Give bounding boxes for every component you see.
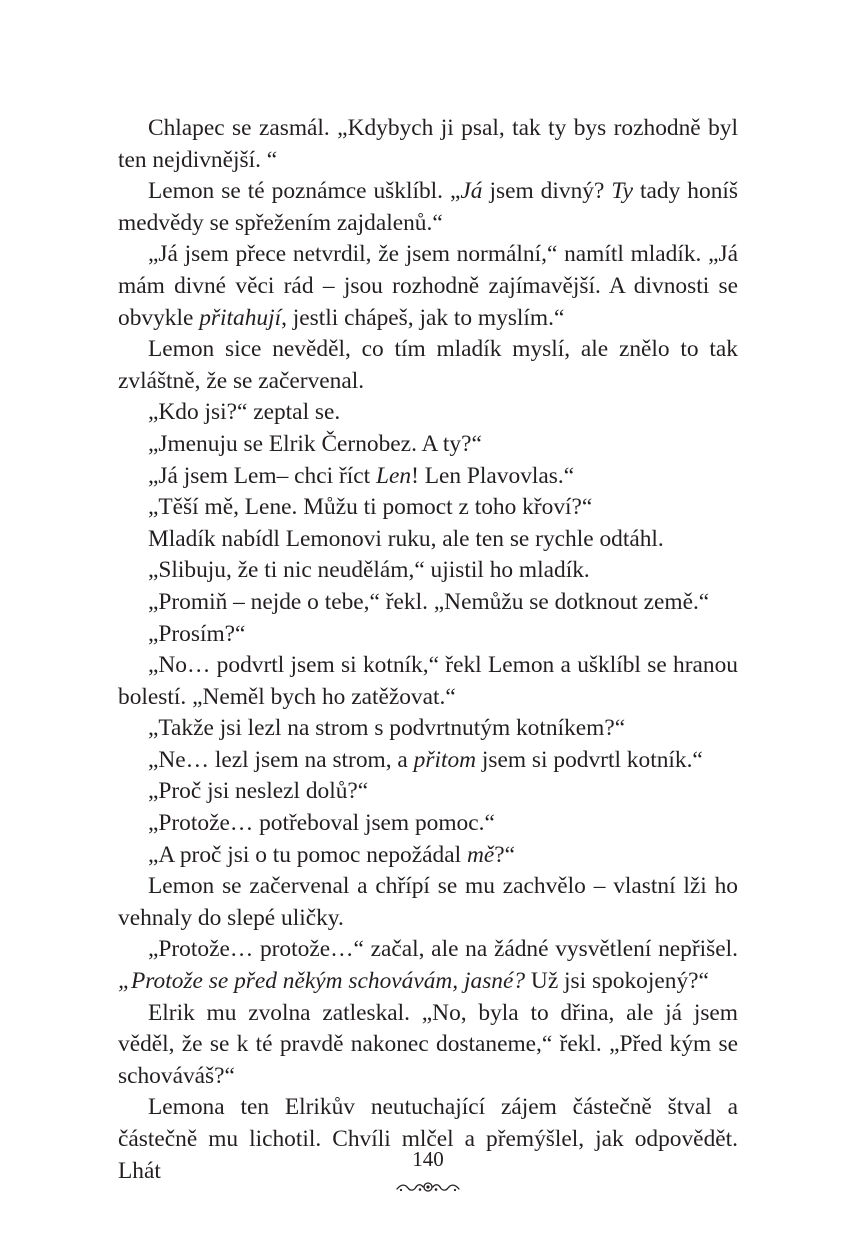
text-run: „Kdo jsi?“ zeptal se. [148,399,341,426]
paragraph [118,934,738,997]
text-run: Lemon sice nevěděl, co tím mladík myslí, ale znělo to tak zvláštně, že se začervenal. [118,336,738,394]
text-run: „Těší mě, Lene. Můžu ti pomoct z toho křoví?“ [148,494,593,521]
italic-text: „Protože se před někým schovávám, jasné? [118,968,526,995]
text-run: „Prosím?“ [148,620,246,647]
text-run: „Protože… protože…“ začal, ale na žádné vysvětlení nepřišel. [148,936,738,963]
text-run: „A proč jsi o tu pomoc nepožádal [148,841,467,868]
paragraph [118,461,738,493]
text-run: „Ne… lezl jsem na strom, a [148,746,414,773]
text-run: „Promiň – nejde o tebe,“ řekl. „Nemůžu se dotknout země.“ [148,588,710,615]
page-number: 140 [412,1147,444,1171]
text-run: „No… podvrtl jsem si kotník,“ řekl Lemon a ušklíbl se hranou bolestí. „Neměl bych ho zatěžovat.“ [118,652,738,710]
paragraph [118,555,738,587]
paragraph [118,745,738,777]
text-run: Lemon se začervenal a chřípí se mu zachvělo – vlastní lži ho vehnaly do slepé uličky. [118,873,738,931]
italic-text: přitahují [199,304,282,331]
paragraph [118,587,738,619]
text-run: Lemona ten Elrikův neutuchající zájem částečně štval a částečně mu lichotil. Chvíli mlčel a přemýšlel, jak odpovědět. Lhát [118,1094,738,1184]
paragraph [118,871,738,934]
italic-text: přitom [413,746,477,773]
paragraph [118,176,738,239]
text-run: Elrik mu zvolna zatleskal. „No, byla to dřina, ale já jsem věděl, že se k té pravdě nakonec dostaneme,“ řekl. „Před kým se schováváš?“ [118,999,738,1089]
text-run: , jestli chápeš, jak to myslím.“ [281,304,565,331]
text-run: ! Len Plavovlas.“ [411,462,575,489]
text-run: jsem divný? [482,178,612,205]
text-run: jsem si podvrtl kotník.“ [476,746,703,773]
italic-text: mě [466,841,495,868]
paragraph [118,840,738,872]
text-run: ?“ [494,841,515,868]
text-run: Už jsi spokojený?“ [525,968,709,995]
paragraph [118,650,738,713]
paragraph [118,334,738,397]
paragraph [118,397,738,429]
decorative-flourish-icon [395,1180,461,1194]
paragraph [118,429,738,461]
paragraph [118,492,738,524]
text-run: „Slibuju, že ti nic neudělám,“ ujistil ho mladík. [148,557,590,584]
text-run: Chlapec se zasmál. „Kdybych ji psal, tak ty bys rozhodně byl ten nejdivnější. “ [118,115,738,173]
italic-text: Já [460,178,483,205]
italic-text: Ty [611,178,634,205]
text-run: „Já jsem přece netvrdil, že jsem normální,“ namítl mladík. „Já mám divné věci rád – jsou rozhodně zajímavější. A divnosti se obvykle [118,241,738,331]
italic-text: Len [375,462,412,489]
text-run: „Takže jsi lezl na strom s podvrtnutým kotníkem?“ [148,715,626,742]
paragraph [118,524,738,556]
paragraph [118,619,738,651]
paragraph [118,808,738,840]
text-run: „Proč jsi neslezl dolů?“ [148,778,369,805]
text-run: „Jmenuju se Elrik Černobez. A ty?“ [148,430,482,457]
text-run: Lemon se té poznámce ušklíbl. „ [148,178,461,205]
text-run: tady honíš medvědy se spřežením zajdalenů.“ [118,178,738,236]
paragraph [118,998,738,1093]
paragraph [118,239,738,334]
body-text [118,113,738,1187]
paragraph [118,1092,738,1187]
paragraph [118,113,738,176]
text-run: Mladík nabídl Lemonovi ruku, ale ten se rychle odtáhl. [148,525,664,552]
paragraph [118,713,738,745]
paragraph [118,776,738,808]
text-run: „Protože… potřeboval jsem pomoc.“ [148,810,495,837]
text-run: „Já jsem Lem– chci říct [148,462,376,489]
